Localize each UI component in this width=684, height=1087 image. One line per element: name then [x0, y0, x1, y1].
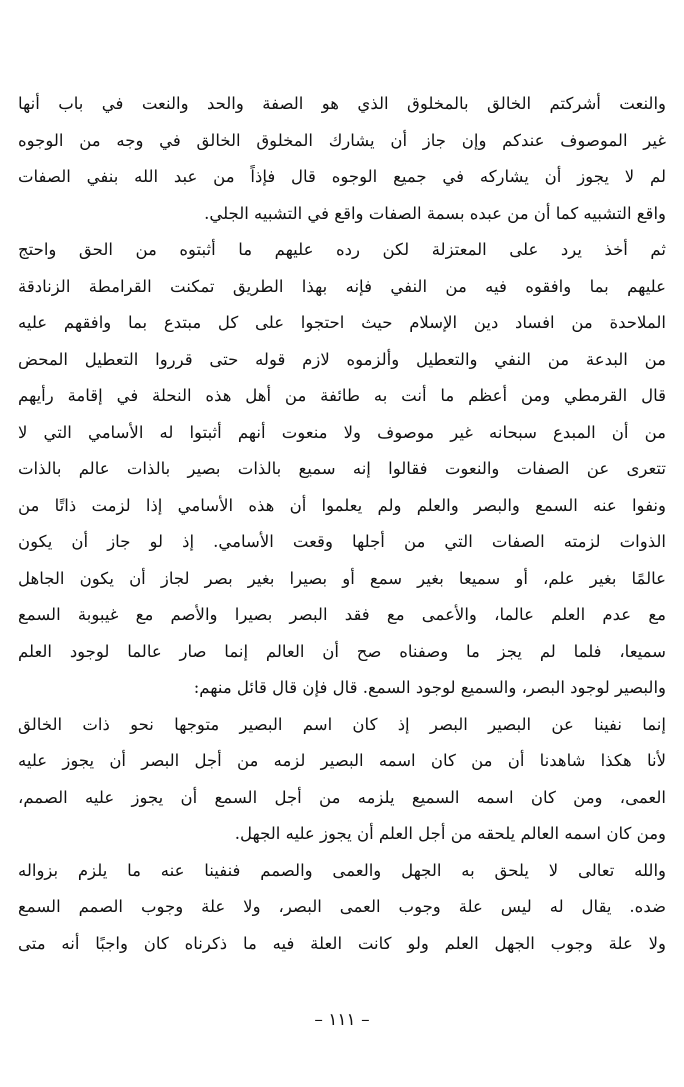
- text-line: والبصير لوجود البصر، والسميع لوجود السمع. قال فإن قال قائل منهم:: [193, 678, 666, 697]
- page-number: – ١١١ –: [314, 1010, 370, 1030]
- text-line: واقع التشبيه كما أن من عبده بسمة الصفات واقع في التشبيه الجلي.: [204, 203, 666, 223]
- text-line: ومن كان اسمه العالم يلحقه من أجل العلم أن يجوز عليه الجهل.: [234, 824, 666, 843]
- text-line: من البدعة من النفي والتعطيل وألزموه لازم قوله حتى قرروا التعطيل المحض: [18, 349, 666, 369]
- text-line: من أن المبدع سبحانه غير موصوف ولا منعوت أنهم أثبتوا له الأسامي التي لا: [18, 422, 666, 442]
- text-line: ولا علة وجوب الجهل العلم ولو كانت العلة فيه ما ذكرناه كان واجبًا أنه متى: [18, 933, 666, 953]
- text-line: ضده. يقال له ليس علة وجوب العمى البصر، ولا علة وجوب الصمم السمع: [18, 897, 666, 916]
- text-line: الملاحدة من افساد دين الإسلام حيث احتجوا على كل مبتدع بما وافقهم عليه: [18, 313, 666, 332]
- text-line: عالمًا بغير علم، أو سميعا بغير سمع أو بصيرا بغير بصر لجاز أن يكون الجاهل: [18, 568, 666, 588]
- text-line: تتعرى عن الصفات والنعوت فقالوا إنه سميع بالذات بصير بالذات عالم بالذات: [18, 459, 666, 478]
- text-line: ونفوا عنه السمع والبصر والعلم ولم يعلموا أن هذه الأسامي إذا لزمت ذاتًا من: [18, 495, 666, 515]
- text-line: لم لا يجوز أن يشاركه في جميع الوجوه قال فإذاً من عبد الله بنفي الصفات: [18, 167, 666, 186]
- text-line: والله تعالى لا يلحق به الجهل والعمى والصمم فنفينا عنه ما يلزم بزواله: [18, 860, 666, 880]
- text-line: ثم أخذ يرد على المعتزلة لكن رده عليهم ما أثبتوه من الحق واحتج: [18, 240, 666, 259]
- text-line: مع عدم العلم عالما، والأعمى مع فقد البصر بصيرا والأصم مع غيبوبة السمع: [18, 605, 666, 624]
- text-line: غير الموصوف عندكم وإن جاز أن يشارك المخلوق الخالق في وجه من الوجوه: [18, 130, 666, 150]
- body-text: [18, 86, 666, 962]
- text-line: والنعت أشركتم الخالق بالمخلوق الذي هو الصفة والحد والنعت في باب أنها: [18, 94, 666, 113]
- text-line: عليهم بما وافقوه فيه من النفي فإنه بهذا الطريق تمكنت القرامطة الزنادقة: [18, 276, 666, 296]
- text-line: إنما نفينا عن البصير البصر إذ كان اسم البصير متوجها نحو ذات الخالق: [18, 714, 666, 734]
- text-line: سميعا، فلما لم يجز ما وصفناه صح أن العالم إنما صار عالما لوجود العلم: [18, 641, 666, 661]
- text-line: لأنا هكذا شاهدنا أن من كان اسمه البصير لزمه من أجل البصر أن يجوز عليه: [18, 751, 666, 770]
- text-line: الذوات لزمته الصفات التي من أجلها وقعت الأسامي. إذ لو جاز أن يكون: [18, 532, 666, 551]
- text-line: العمى، ومن كان اسمه السميع يلزمه من أجل السمع أن يجوز عليه الصمم،: [18, 787, 666, 807]
- text-line: قال القرمطي ومن أعظم ما أنت به طائفة من أهل هذه النحلة في إقامة رأيهم: [18, 386, 666, 405]
